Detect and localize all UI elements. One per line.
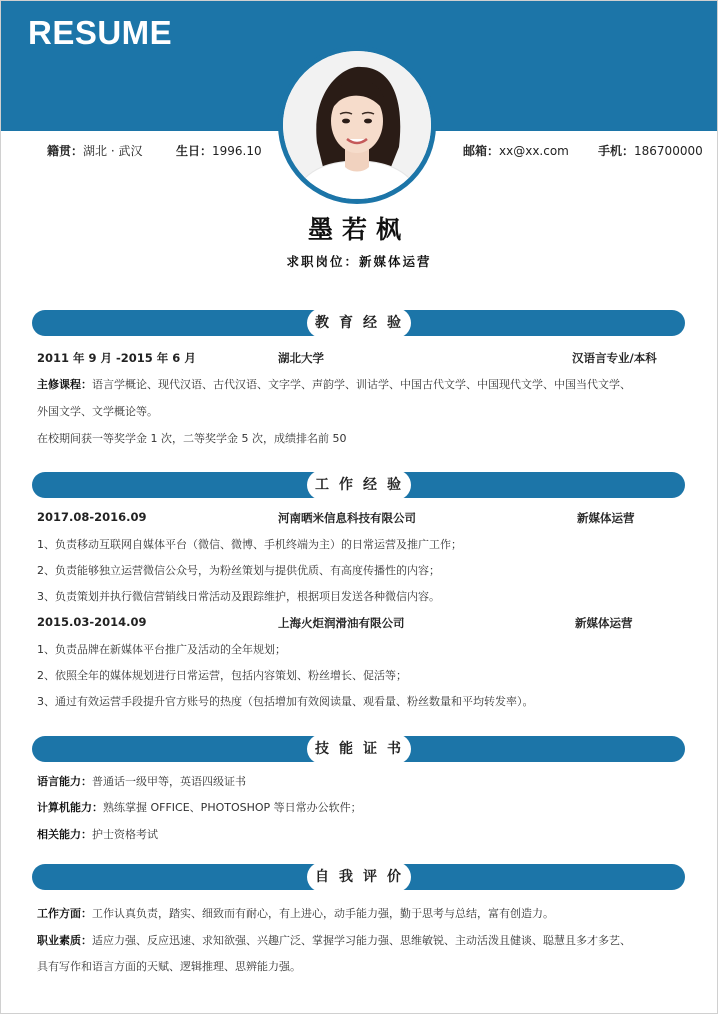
job-2-period: 2015.03-2014.09 [37,615,147,629]
skill-other [37,826,158,842]
courses-text-2: 外国文学、文学概论等。 [37,405,158,418]
email-label: 邮箱： [463,144,500,158]
self-work-value: 工作认真负责，踏实、细致而有耐心，有上进心，动手能力强，勤于思考与总结，富有创造力。 [92,907,554,920]
phone-value: 186700000 [634,144,703,158]
job-2-duty-3: 3、通过有效运营手段提升官方账号的热度（包括增加有效阅读量、观看量、粉丝数量和平均转发率）。 [37,695,534,708]
other-value: 护士资格考试 [92,828,158,841]
job-target: 求职岗位：新媒体运营 [286,254,432,269]
hometown-value: 湖北 · 武汉 [83,144,143,158]
job-1-duty-3: 3、负责策划并执行微信营销线日常活动及跟踪维护，根据项目发送各种微信内容。 [37,590,440,603]
self-quality-value-1: 适应力强、反应迅速、求知欲强、兴趣广泛、掌握学习能力强、思维敏锐、主动活泼且健谈、聪慧且多才多艺、 [92,934,631,947]
courses-text-1: 语言学概论、现代汉语、古代汉语、文字学、声韵学、训诂学、中国古代文学、中国现代文学、中国当代文学、 [92,378,631,391]
job-2-company: 上海火炬润滑油有限公司 [278,616,405,630]
self-quality-value-2: 具有写作和语言方面的天赋、逻辑推理、思辨能力强。 [37,960,301,973]
education-awards: 在校期间获一等奖学金 1 次，二等奖学金 5 次，成绩排名前 50 [37,432,347,445]
education-major: 汉语言专业/本科 [572,351,657,365]
phone-label: 手机： [598,144,635,158]
hometown-label: 籍贯： [47,144,84,158]
self-work [37,905,554,921]
education-school: 湖北大学 [278,351,324,365]
job-1-duty-1: 1、负责移动互联网自媒体平台（微信、微博、手机终端为主）的日常运营及推广工作； [37,538,462,551]
job-2-position: 新媒体运营 [575,616,633,630]
self-quality [37,932,631,948]
language-label: 语言能力： [37,775,92,788]
birthday-field [176,142,262,159]
language-value: 普通话一级甲等，英语四级证书 [92,775,246,788]
skill-computer [37,799,362,815]
job-2-duty-2: 2、依照全年的媒体规划进行日常运营，包括内容策划、粉丝增长、促活等； [37,669,407,682]
email-value: xx@xx.com [499,144,569,158]
job-1-position: 新媒体运营 [577,511,635,525]
phone-field [598,142,703,159]
education-courses [37,376,631,392]
birthday-label: 生日： [176,144,213,158]
education-period: 2011 年 9 月 -2015 年 6 月 [37,351,196,365]
avatar [283,51,431,199]
skill-language [37,773,246,789]
job-1-period: 2017.08-2016.09 [37,510,147,524]
self-section-title: 自我评价 [307,862,411,892]
email-field [463,142,569,159]
education-section-title: 教育经验 [307,308,411,338]
birthday-value: 1996.10 [212,144,262,158]
work-section-title: 工作经验 [307,470,411,500]
job-2-duty-1: 1、负责品牌在新媒体平台推广及活动的全年规划； [37,643,286,656]
job-1-duty-2: 2、负责能够独立运营微信公众号，为粉丝策划与提供优质、有高度传播性的内容； [37,564,440,577]
resume-title: RESUME [28,14,173,51]
courses-label: 主修课程： [37,378,92,391]
self-work-label: 工作方面： [37,907,92,920]
candidate-name: 墨若枫 [307,215,410,244]
hometown-field [47,142,142,159]
self-quality-label: 职业素质： [37,934,92,947]
job-1-company: 河南晒米信息科技有限公司 [278,511,416,525]
computer-value: 熟练掌握 OFFICE、PHOTOSHOP 等日常办公软件； [103,801,362,814]
portrait-photo [283,51,431,199]
skills-section-title: 技能证书 [307,734,411,764]
other-label: 相关能力： [37,828,92,841]
computer-label: 计算机能力： [37,801,103,814]
